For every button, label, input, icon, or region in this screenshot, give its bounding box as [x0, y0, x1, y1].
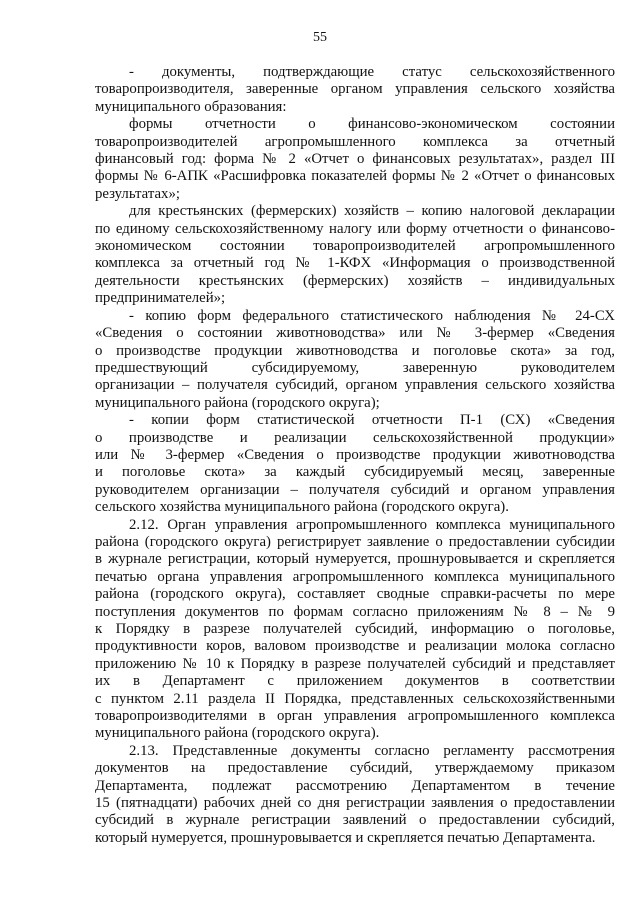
- text-line: финансовый год: форма № 2 «Отчет о финансовых результатах», раздел III: [95, 151, 615, 168]
- text-line: по единому сельскохозяйственному налогу или форму отчетности о финансово-: [95, 220, 615, 237]
- text-line: продуктивности коров, валовом производстве и реализации молока согласно: [95, 638, 615, 655]
- text-line: - копию форм федерального статистического наблюдения № 24-СХ: [129, 307, 615, 324]
- text-line: Департамента, подлежат рассмотрению Департаментом в течение: [95, 777, 615, 794]
- text-line: муниципального района (городского округа);: [95, 394, 380, 411]
- paragraph: [95, 116, 615, 203]
- text-line: который нумеруется, прошнуровывается и скрепляется печатью Департамента.: [95, 829, 596, 846]
- paragraph: [95, 743, 615, 847]
- text-line: их в Департамент с приложением документов в соответствии: [95, 673, 615, 690]
- text-line: муниципального образования:: [95, 98, 287, 115]
- text-line: или № 3-фермер «Сведения о производстве продукции животноводства: [95, 446, 615, 463]
- text-line: экономическом состоянии товаропроизводителей агропромышленного: [95, 238, 615, 255]
- paragraph: [95, 203, 615, 307]
- text-line: в журнале регистрации, который нумеруется, прошнуровывается и скрепляется: [95, 551, 615, 568]
- text-line: печатью органа управления агропромышленного комплекса муниципального: [95, 568, 615, 585]
- page-number: 55: [313, 30, 327, 45]
- text-line: к Порядку в разрезе получателей субсидий, информацию о поголовье,: [95, 621, 615, 637]
- text-line: комплекса за отчетный год № 1-КФХ «Информация о производственной: [95, 255, 615, 272]
- text-line: района (городского округа) регистрирует заявление о предоставлении субсидии: [95, 533, 615, 550]
- text-line: деятельности крестьянских (фермерских) хозяйств – индивидуальных: [95, 272, 615, 289]
- paragraph: [95, 412, 615, 516]
- text-line: приложению № 10 к Порядку в разрезе получателей субсидий и представляет: [95, 655, 615, 672]
- text-line: с пунктом 2.11 раздела II Порядка, представленных сельскохозяйственными: [95, 690, 615, 707]
- text-line: района (городского округа), составляет сводные справки-расчеты по мере: [95, 586, 615, 603]
- text-line: муниципального района (городского округа).: [95, 725, 380, 742]
- paragraph: [95, 517, 615, 743]
- text-line: о производстве и реализации сельскохозяйственной продукции»: [95, 429, 615, 446]
- text-line: руководителем организации – получателя субсидий и органом управления: [95, 481, 615, 498]
- text-line: для крестьянских (фермерских) хозяйств – копию налоговой декларации: [129, 203, 615, 220]
- text-line: 2.13. Представленные документы согласно регламенту рассмотрения: [129, 742, 615, 759]
- text-line: 15 (пятнадцати) рабочих дней со дня регистрации заявления о предоставлении: [95, 795, 615, 812]
- text-line: - документы, подтверждающие статус сельскохозяйственного: [129, 64, 615, 80]
- text-line: и поголовье скота» за каждый субсидируемый месяц, заверенные: [95, 464, 615, 481]
- text-line: формы № 6-АПК «Расшифровка показателей формы № 2 «Отчет о финансовых: [95, 168, 615, 185]
- text-line: результатах»;: [95, 185, 180, 202]
- paragraph: [95, 64, 615, 116]
- text-line: товаропроизводителей агропромышленного комплекса за отчетный: [95, 133, 615, 150]
- text-line: сельского хозяйства муниципального района (городского округа).: [95, 499, 509, 516]
- text-line: товаропроизводителя, заверенные органом управления сельского хозяйства: [95, 81, 615, 98]
- text-line: субсидий в журнале регистрации заявлений о предоставлении субсидий,: [95, 812, 615, 829]
- text-line: - копии форм статистической отчетности П-1 (СХ) «Сведения: [129, 412, 615, 429]
- text-line: «Сведения о состоянии животноводства» или № 3-фермер «Сведения: [95, 325, 615, 342]
- text-line: 2.12. Орган управления агропромышленного комплекса муниципального: [129, 516, 615, 533]
- paragraph: [95, 308, 615, 412]
- text-line: о производстве продукции животноводства и поголовье скота» за год,: [95, 342, 615, 359]
- text-line: товаропроизводителями в орган управления агропромышленного комплекса: [95, 708, 615, 725]
- text-line: поступления документов по формам согласно приложениям № 8 – № 9: [95, 603, 615, 620]
- text-line: организации – получателя субсидий, органом управления сельского хозяйства: [95, 377, 615, 394]
- text-line: предпринимателей»;: [95, 290, 226, 307]
- text-line: документов на предоставление субсидий, утверждаемому приказом: [95, 760, 615, 777]
- text-line: предшествующий субсидируемому, заверенную руководителем: [95, 359, 615, 376]
- text-line: формы отчетности о финансово-экономическом состоянии: [129, 116, 615, 133]
- document-body: [95, 64, 615, 847]
